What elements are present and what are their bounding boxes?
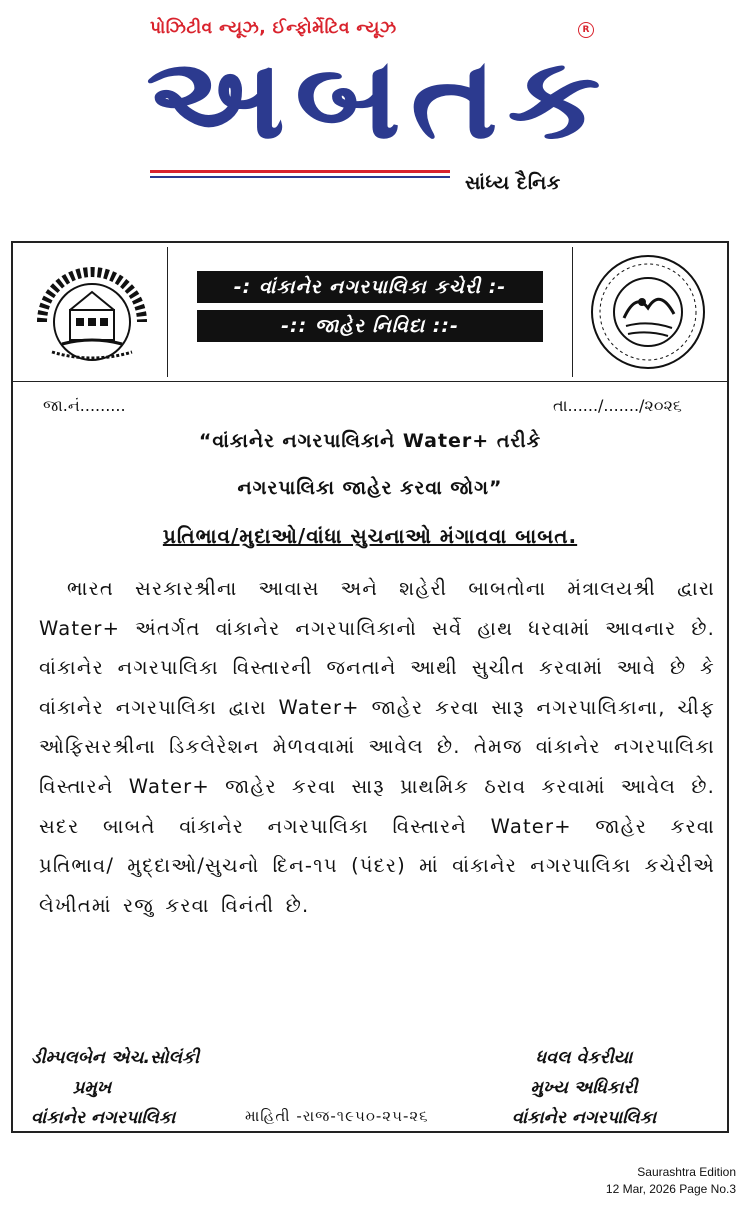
public-notice <box>11 241 729 1133</box>
signatory-name: ડીમ્પલબેન એચ.સોલંકી <box>31 1048 200 1068</box>
office-title: -: વાંકાનેર નગરપાલિકા કચેરી :- <box>197 271 543 303</box>
edition-date-page: 12 Mar, 2026 Page No.3 <box>605 1182 736 1196</box>
signatory-name: ધવલ વેકરીયા <box>535 1048 633 1068</box>
edition-name: Saurashtra Edition <box>637 1165 736 1179</box>
signatory-office: વાંકાનેર નગરપાલિકા <box>31 1108 176 1128</box>
subject-line-3: પ્રતિભાવ/મુદાઓ/વાંધા સુચનાઓ મંગાવવા બાબત. <box>162 524 578 548</box>
brand-logo: અબતક <box>146 34 611 164</box>
subject-line-2: નગરપાલિકા જાહેર કરવા જોગ” <box>237 477 503 499</box>
reference-date: તા....../......./૨૦૨૬ <box>553 396 682 415</box>
gujarat-urban-development-emblem-icon <box>17 247 168 377</box>
signatory-president <box>31 1043 199 1133</box>
masthead <box>0 0 746 215</box>
reference-number: જા.નં......... <box>43 396 126 415</box>
notice-title-block <box>197 271 543 349</box>
tender-title: -:: જાહેર નિવિદા ::- <box>197 310 543 342</box>
signatory-office: વાંકાનેર નગરપાલિકા <box>511 1108 657 1128</box>
nagarpalika-seal-icon <box>572 247 723 377</box>
subject-line-1: “વાંકાનેર નગરપાલિકાને Water+ તરીકે <box>198 430 542 452</box>
edition-type-label: સાંધ્ય દૈનિક <box>465 172 561 194</box>
signatory-designation: પ્રમુખ <box>73 1078 112 1098</box>
edition-footer <box>606 1164 736 1198</box>
signatory-designation: મુખ્ય અધિકારી <box>530 1078 638 1098</box>
registered-mark-icon: R <box>578 22 594 38</box>
notice-header <box>13 243 727 382</box>
masthead-rule-blue <box>150 176 450 178</box>
masthead-tagline: પોઝિટીવ ન્યૂઝ, ઈન્ફોર્મેટિવ ન્યૂઝ <box>150 18 397 38</box>
information-reference: માહિતી -રાજ-૧૯૫૦-૨૫-૨૬ <box>245 1107 429 1125</box>
masthead-rule-red <box>150 170 450 173</box>
signatory-chief-officer <box>499 1043 669 1133</box>
notice-body: ભારત સરકારશ્રીના આવાસ અને શહેરી બાબતોના મંત્રાલયશ્રી દ્વારા Water+ અંતર્ગત વાંકાનેર નગરપાલિકાનો સર્વે હાથ ધરવામાં આવનાર છે. વાંકાનેર નગરપાલિકા વિસ્તારની જનતાને આથી સુચીત કરવામાં આવે છે કે વાંકાનેર નગરપાલિકા દ્વારા Water+ જાહેર કરવા સારૂ નગરપાલિકાના, ચીફ ઓફિસરશ્રીના ડિકલેરેશન મેળવવામાં આવેલ છે. તેમજ વાંકાનેર નગરપાલિકા વિસ્તારને Water+ જાહેર કરવા સારૂ પ્રાથમિક ઠરાવ કરવામાં આવેલ છે. સદર બાબતે વાંકાનેર નગરપાલિકા વિસ્તારને Water+ જાહેર કરવા પ્રતિભાવ/ મુદ્દાઓ/સુચનો દિન-૧૫ (પંદર) માં વાંકાનેર નગરપાલિકા કચેરીએ લેખીતમાં રજુ કરવા વિનંતી છે. <box>39 577 715 917</box>
